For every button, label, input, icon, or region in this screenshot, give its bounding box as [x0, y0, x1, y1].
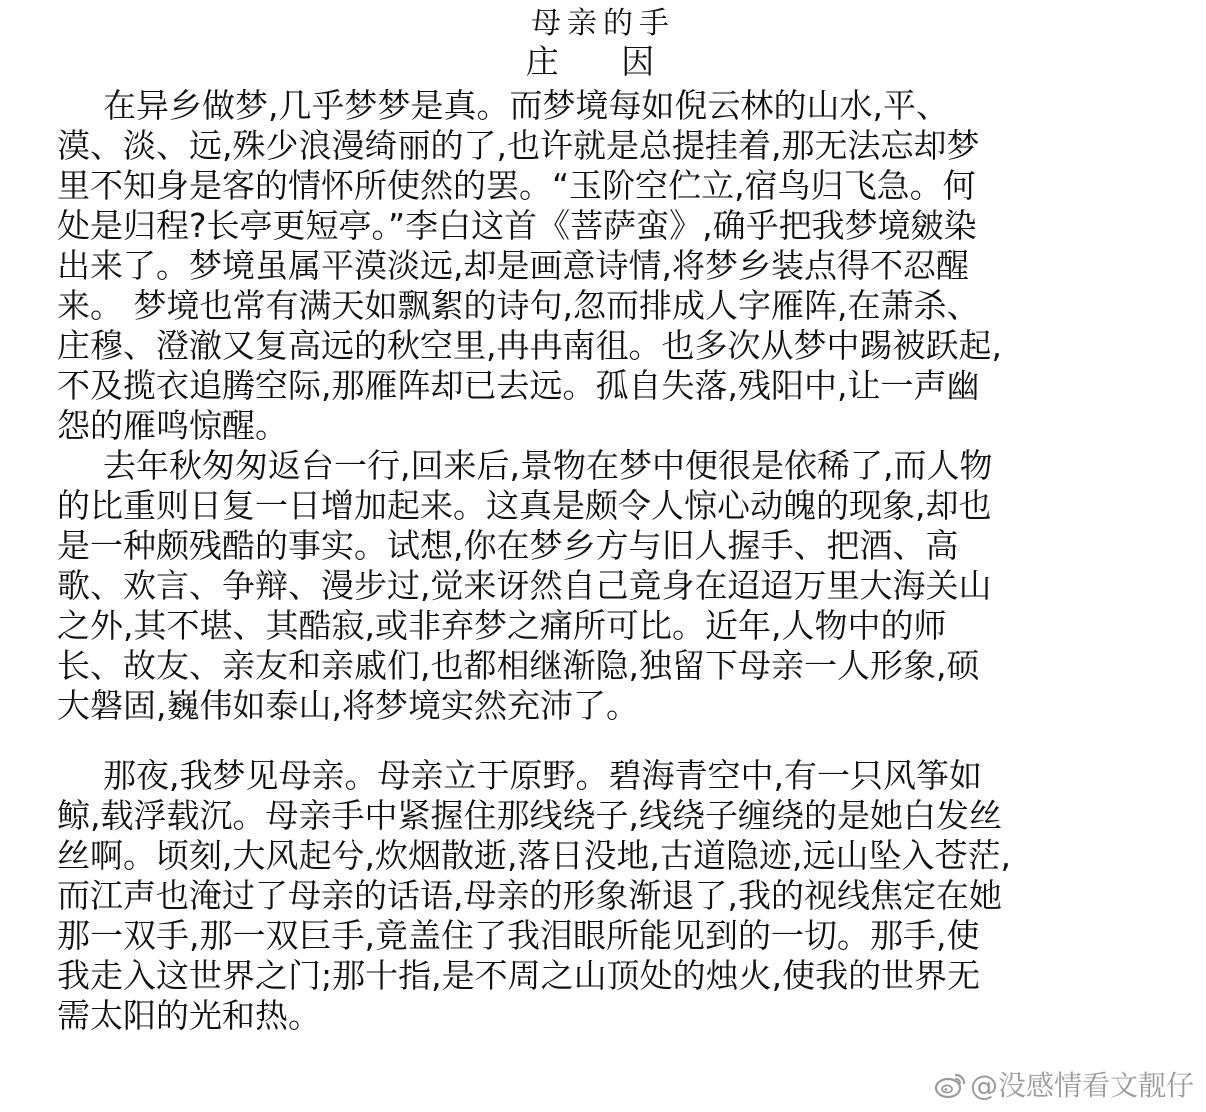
paragraph-line: 歌、欢言、争辩、漫步过,觉来讶然自己竟身在迢迢万里大海关山: [57, 566, 992, 605]
paragraph-line: 里不知身是客的情怀所使然的罢。“玉阶空伫立,宿鸟归飞急。何: [57, 166, 976, 205]
paragraph-line: 出来了。梦境虽属平漠淡远,却是画意诗情,将梦乡装点得不忍醒: [57, 246, 969, 285]
paragraph-line: 怨的雁鸣惊醒。: [57, 406, 288, 445]
article-author: 庄 因: [525, 42, 681, 81]
paragraph-line: 我走入这世界之门;那十指,是不周之山顶处的烛火,使我的世界无: [57, 956, 981, 995]
paragraph-line: 不及揽衣追腾空际,那雁阵却已去远。孤自失落,残阳中,让一声幽: [57, 366, 980, 405]
paragraph-line: 鲸,载浮载沉。母亲手中紧握住那线绕子,线绕子缠绕的是她白发丝: [57, 796, 1002, 835]
paragraph-line: 去年秋匆匆返台一行,回来后,景物在梦中便很是依稀了,而人物: [103, 446, 993, 485]
paragraph-line: 那一双手,那一双巨手,竟盖住了我泪眼所能见到的一切。那手,使: [57, 916, 980, 955]
paragraph-line: 而江声也淹过了母亲的话语,母亲的形象渐退了,我的视线焦定在她: [57, 876, 1002, 915]
weibo-icon: [934, 1071, 966, 1099]
paragraph-line: 来。 梦境也常有满天如飘絮的诗句,忽而排成人字雁阵,在萧杀、: [57, 286, 980, 325]
paragraph-line: 在异乡做梦,几乎梦梦是真。而梦境每如倪云林的山水,平、: [103, 86, 949, 125]
paragraph-line: 那夜,我梦见母亲。母亲立于原野。碧海青空中,有一只风筝如: [103, 756, 982, 795]
watermark-text: @没感情看文靓仔: [969, 1069, 1194, 1102]
paragraph-line: 需太阳的光和热。: [57, 996, 321, 1035]
paragraph-line: 是一种颇残酷的事实。试想,你在梦乡方与旧人握手、把酒、高: [57, 526, 959, 565]
paragraph-line: 之外,其不堪、其酷寂,或非弃梦之痛所可比。近年,人物中的师: [57, 606, 947, 645]
watermark: [934, 1068, 1194, 1104]
paragraph-line: 大磐固,巍伟如泰山,将梦境实然充沛了。: [57, 686, 639, 725]
paragraph-line: 庄穆、澄澈又复高远的秋空里,冉冉南徂。也多次从梦中踢被跃起,: [57, 326, 1002, 365]
paragraph-line: 丝啊。顷刻,大风起兮,炊烟散逝,落日没地,古道隐迹,远山坠入苍茫,: [57, 836, 1011, 875]
paragraph-line: 漠、淡、远,殊少浪漫绮丽的了,也许就是总提挂着,那无法忘却梦: [57, 126, 980, 165]
paragraph-line: 处是归程?长亭更短亭。”李白这首《菩萨蛮》,确乎把我梦境皴染: [57, 206, 977, 245]
paragraph-line: 长、故友、亲友和亲戚们,也都相继渐隐,独留下母亲一人形象,硕: [57, 646, 980, 685]
article-title: 母亲的手: [531, 6, 675, 41]
paragraph-line: 的比重则日复一日增加起来。这真是颇令人惊心动魄的现象,却也: [57, 486, 992, 525]
